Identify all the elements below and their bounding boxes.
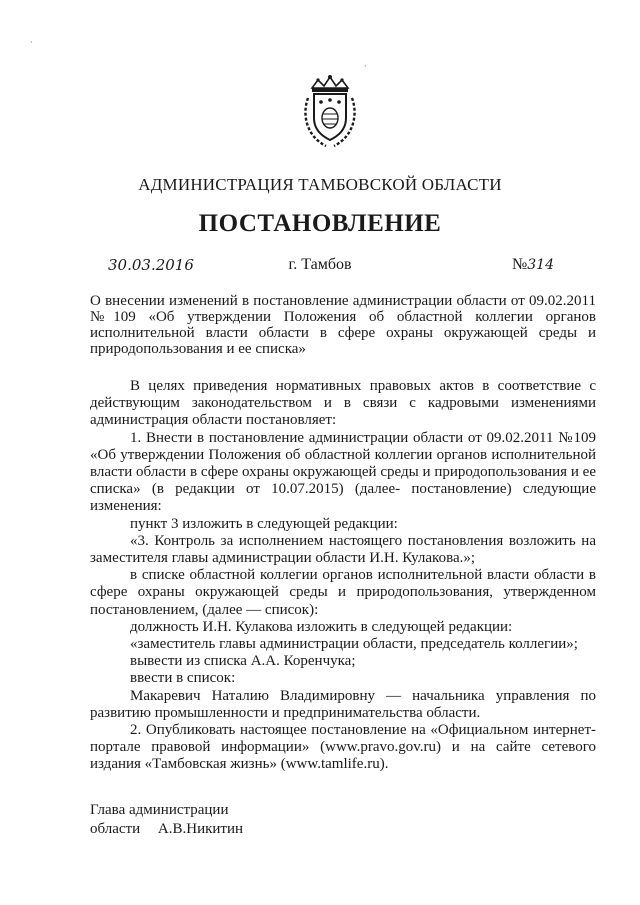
body-paragraph: Макаревич Наталию Владимировну — начальника управления по развитию промышленности и предпринимательства области. [90,687,596,721]
preamble-paragraph: В целях приведения нормативных правовых актов в соответствие с действующим законодательством и в связи с кадровыми изменениями администрация области постановляет: [90,378,596,429]
body-paragraph: «заместитель главы администрации области, председатель коллегии»; [130,636,578,653]
signatory-name: А.В.Никитин [157,821,244,837]
document-number [512,256,554,274]
signature-block [90,801,243,839]
document-date: 30.03.2016 [108,256,194,274]
coat-of-arms-icon [300,74,360,150]
body-paragraph: в списке областной коллегии органов исполнительной власти области в сфере охраны окружающей среды и природопользования, утвержденном постановлением, (далее — список): [90,567,596,618]
document-type-title: ПОСТАНОВЛЕНИЕ [198,210,442,237]
document-city: г. Тамбов [288,256,352,273]
body-paragraph: должность И.Н. Кулакова изложить в следующей редакции: [130,618,513,635]
number-value: 314 [527,257,554,273]
signature-line2 [90,820,243,839]
document-body [90,378,596,774]
scan-mark: · [364,62,367,71]
body-paragraph: ввести в список: [130,670,236,687]
number-prefix: № [512,256,528,273]
document-subject: О внесении изменений в постановление администрации области от 09.02.2011 №109 «Об утверждении Положения об областной коллегии органов исполнительной власти области в сфере охраны окружающей среды и природопользования и ее списка» [90,293,596,357]
scan-mark: · [30,38,33,47]
body-paragraph: «3. Контроль за исполнением настоящего постановления возложить на заместителя главы администрации области И.Н. Кулакова.»; [90,532,596,567]
organization-name: АДМИНИСТРАЦИЯ ТАМБОВСКОЙ ОБЛАСТИ [138,175,502,194]
body-paragraph: 2. Опубликовать настоящее постановление на «Официальном интернет-портале правовой информации» (www.pravo.gov.ru) и на сайте сетевого издания «Тамбовская жизнь» (www.tamlife.ru). [90,722,596,773]
body-paragraph: пункт 3 изложить в следующей редакции: [130,515,398,532]
body-paragraph: 1. Внести в постановление администрации области от 09.02.2011 №109 «Об утверждении Положения об областной коллегии органов исполнительной власти области в сфере охраны окружающей среды и природопользования и ее списка» (в редакции от 10.07.2015) (далее- постановление) следующие изменения: [90,429,596,515]
signature-title-line1: Глава администрации [90,802,229,818]
signature-title-line2: области [90,821,141,837]
body-paragraph: вывести из списка А.А. Коренчука; [130,653,356,670]
